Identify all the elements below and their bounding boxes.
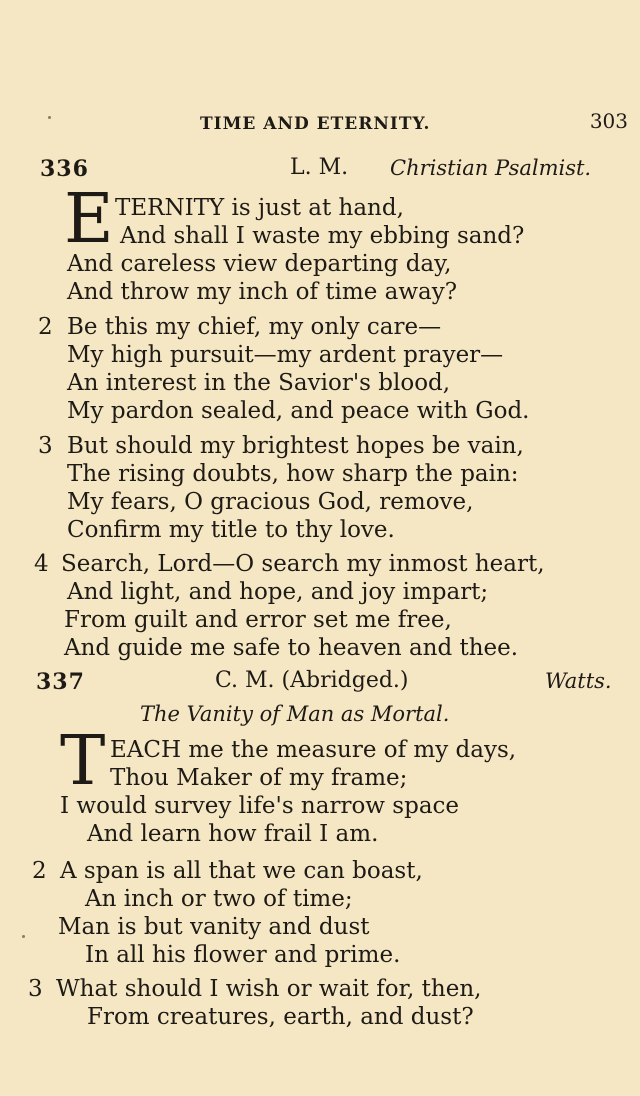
verse-number: 3 [28,976,43,1002]
verse-line: TERNITY is just at hand, [115,195,404,221]
verse-line: My fears, O gracious God, remove, [67,489,474,515]
verse-line: A span is all that we can boast, [60,858,423,884]
verse-line: And throw my inch of time away? [67,279,458,305]
verse-line: What should I wish or wait for, then, [56,976,482,1002]
verse-line: And careless view departing day, [67,251,452,277]
verse-line: And shall I waste my ebbing sand? [120,223,525,249]
verse-line: An interest in the Savior's blood, [67,370,451,396]
verse-line: Search, Lord—O search my inmost heart, [61,551,545,577]
paper-speck [22,935,25,938]
verse-line: I would survey life's narrow space [60,793,460,819]
verse-line: Thou Maker of my frame; [110,765,408,791]
verse-number: 2 [32,858,47,884]
hymn-subtitle: The Vanity of Man as Mortal. [140,702,450,726]
verse-line: And light, and hope, and joy impart; [67,579,489,605]
verse-number: 3 [38,433,53,459]
verse-line: My high pursuit—my ardent prayer— [67,342,504,368]
verse-line: In all his flower and prime. [85,942,401,968]
verse-line: Be this my chief, my only care— [67,314,442,340]
verse-line: An inch or two of time; [85,886,353,912]
paper-speck [48,116,51,119]
verse-line: But should my brightest hopes be vain, [67,433,524,459]
drop-cap: T [60,722,106,801]
verse-line: And guide me safe to heaven and thee. [64,635,519,661]
hymn-number: 337 [36,669,85,695]
page-number: 303 [589,109,628,133]
hymn-author: Christian Psalmist. [390,156,592,180]
hymn-author: Watts. [545,669,612,693]
verse-line: Man is but vanity and dust [58,914,370,940]
running-title: TIME AND ETERNITY. [200,114,431,134]
verse-line: The rising doubts, how sharp the pain: [67,461,519,487]
verse-number: 2 [38,314,53,340]
hymn-meter: C. M. (Abridged.) [215,668,409,693]
verse-number: 4 [34,551,49,577]
verse-line: And learn how frail I am. [87,821,379,847]
verse-line: From guilt and error set me free, [64,607,452,633]
verse-line: From creatures, earth, and dust? [87,1004,474,1030]
drop-cap: E [64,180,114,259]
verse-line: My pardon sealed, and peace with God. [67,398,530,424]
verse-line: Confirm my title to thy love. [67,517,395,543]
hymn-meter: L. M. [290,155,349,180]
hymn-number: 336 [40,156,89,182]
verse-line: EACH me the measure of my days, [110,737,517,763]
